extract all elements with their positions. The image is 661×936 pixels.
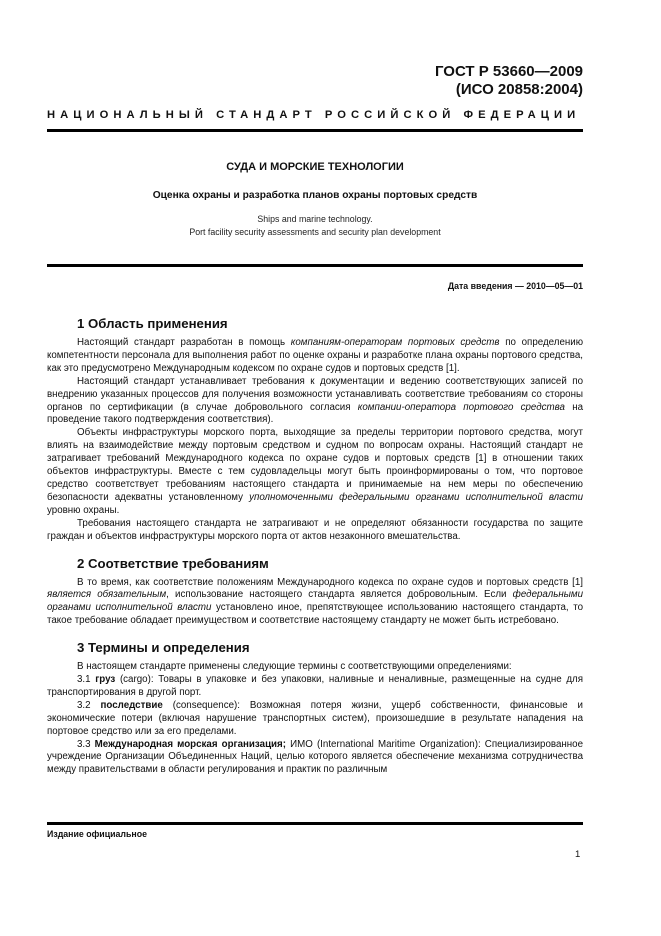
- italic-term: компаниям-операторам портовых средств: [290, 337, 500, 348]
- paragraph: [47, 674, 583, 700]
- document-body: [47, 316, 583, 777]
- text-run: Требования настоящего стандарта не затрагивают и не определяют обязанности государства по защите граждан и объектов инфраструктуры морского порта от актов незаконного вмешательства.: [47, 517, 583, 542]
- document-subtitle: Оценка охраны и разработка планов охраны портовых средств: [152, 190, 478, 201]
- text-run: ИМО (International Maritime Organization): Специализированное учреждение Организации Объединенных Наций, целью которого является обеспечение механизма сотрудничества между правительствами в области регулирования и практик по различным: [47, 738, 584, 776]
- bold-term: последствие: [100, 699, 163, 711]
- text-run: (cargo): Товары в упаковке и без упаковки, наливные и неналивные, размещенные на судне для транспортирования в другой порт.: [47, 674, 584, 698]
- national-standard-banner: НАЦИОНАЛЬНЫЙ СТАНДАРТ РОССИЙСКОЙ ФЕДЕРАЦИИ: [47, 109, 581, 121]
- paragraph: [47, 700, 583, 739]
- section-2: [47, 556, 583, 629]
- iso-number: (ИСО 20858:2004): [455, 81, 583, 98]
- text-run: на проведение такого подтверждения соответствия).: [47, 401, 583, 426]
- text-run: В настоящем стандарте применены следующие термины с соответствующими определениями:: [77, 661, 512, 673]
- text-run: Настоящий стандарт устанавливает требования к документации и ведению соответствующих записей по внедрению указанных процессов для получения возможности устанавливать соответствие требованиям со стороны органов по сертификации (в случае добровольного согласия: [47, 375, 583, 413]
- paragraph: [47, 427, 583, 517]
- english-title-line1: Ships and marine technology.: [257, 214, 373, 224]
- section-heading: 3 Термины и определения: [77, 640, 250, 656]
- text-run: , использование настоящего стандарта является добровольным. Если: [166, 589, 513, 601]
- edition-note: Издание официальное: [47, 829, 147, 839]
- english-title-line2: Port facility security assessments and security plan development: [189, 227, 441, 237]
- section-3: [47, 640, 583, 777]
- introduction-date: Дата введения — 2010—05—01: [447, 281, 583, 291]
- paragraph: [47, 661, 583, 674]
- page-number: 1: [575, 849, 581, 860]
- header-divider: [47, 129, 583, 132]
- text-run: Объекты инфраструктуры морского порта, выходящие за пределы территории портового средства, могут влиять на взаимодействие между портовым средством и судном по вопросам охраны. Настоящий стандарт не затрагивает требований Международного кодекса по охране судов и портовых средств [1] в отношении таких объектов инфраструктуры. Вместе с тем судовладельцы могут быть проинформированы о том, что портовое средство соответствует требованиям настоящего стандарта и принимаемые на нем меры по обеспечению безопасности адекватны установленному: [47, 427, 583, 503]
- italic-term: является обязательным: [47, 589, 167, 601]
- paragraph: [47, 577, 583, 629]
- bold-term: груз: [95, 674, 116, 686]
- footer-divider: [47, 822, 583, 825]
- title-divider: [47, 264, 583, 267]
- document-title: СУДА И МОРСКИЕ ТЕХНОЛОГИИ: [226, 161, 404, 173]
- paragraph: [47, 337, 583, 376]
- paragraph: [47, 376, 583, 428]
- bold-term: Международная морская организация;: [94, 738, 286, 750]
- text-run: по определению компетентности персонала для выполнения работ по оценке охраны и разработке плана охраны портового средства, как это предусмотрено Международным кодексом по охране судов и портовых средств [1].: [47, 337, 584, 374]
- text-run: 3.1: [77, 674, 96, 686]
- text-run: 3.3: [77, 738, 95, 750]
- text-run: уровню охраны.: [47, 504, 120, 516]
- text-run: установлено иное, препятствующее использованию настоящего стандарта, то такое требование обладает преимуществом и соответствие настоящему стандарту не может быть истребовано.: [47, 602, 583, 627]
- text-run: В то время, как соответствие положениям Международного кодекса по охране судов и портовых средств [1]: [77, 576, 583, 588]
- section-1: [47, 316, 583, 544]
- section-heading: 2 Соответствие требованиям: [77, 555, 269, 571]
- italic-term: уполномоченными федеральными органами исполнительной власти: [249, 491, 583, 503]
- text-run: (consequence): Возможная потеря жизни, ущерб собственности, финансовые и экономические потери (включая нарушение транспортных систем), произошедшие в результате нападения на портовое средство или за его пределами.: [47, 699, 583, 737]
- italic-term: федеральными органами исполнительной власти: [47, 589, 583, 614]
- english-title: [47, 213, 583, 239]
- paragraph: [47, 518, 583, 544]
- gost-number: ГОСТ Р 53660—2009: [434, 63, 583, 80]
- paragraph: [47, 739, 583, 778]
- text-run: Настоящий стандарт разработан в помощь: [77, 337, 291, 348]
- italic-term: компании-оператора портового средства: [357, 401, 565, 413]
- section-heading: 1 Область применения: [77, 316, 228, 331]
- text-run: 3.2: [77, 699, 101, 711]
